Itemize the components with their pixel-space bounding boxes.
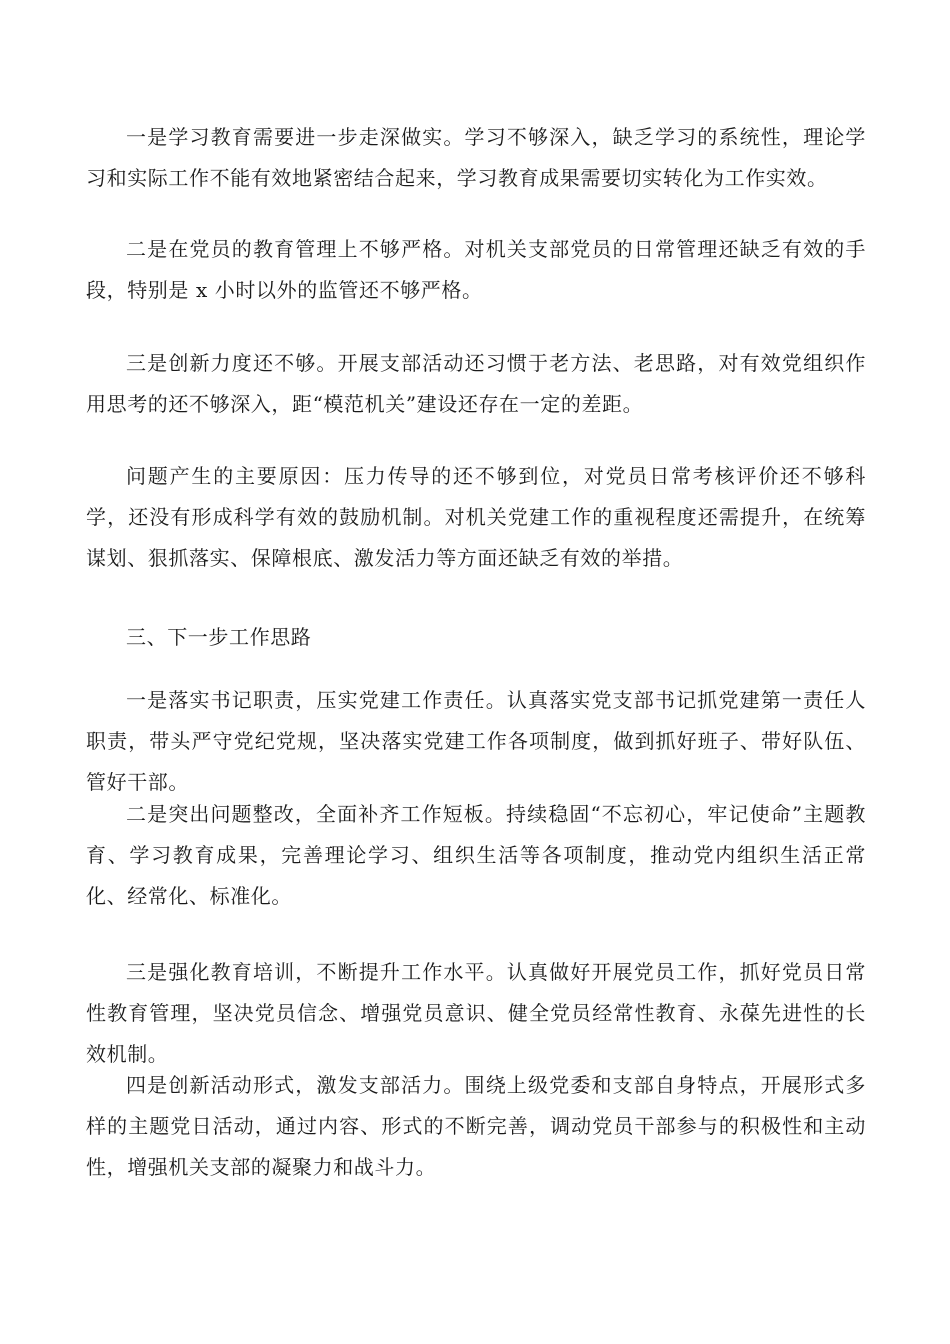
paragraph-secretary-duties: 一是落实书记职责，压实党建工作责任。认真落实党支部书记抓党建第一责任人职责，带头严守党纪党规，坚决落实党建工作各项制度，做到抓好班子、带好队伍、管好干部。 [86,688,866,794]
paragraph-study-education: 一是学习教育需要进一步走深做实。学习不够深入，缺乏学习的系统性，理论学习和实际工作不能有效地紧密结合起来，学习教育成果需要切实转化为工作实效。 [86,125,866,190]
section-heading-next-steps: 三、下一步工作思路 [126,625,312,649]
paragraph-training: 三是强化教育培训，不断提升工作水平。认真做好开展党员工作，抓好党员日常性教育管理，坚决党员信念、增强党员意识、健全党员经常性教育、永葆先进性的长效机制。 [86,960,866,1066]
paragraph-innovation: 三是创新力度还不够。开展支部活动还习惯于老方法、老思路，对有效党组织作用思考的还不够深入，距“模范机关”建设还存在一定的差距。 [86,351,866,416]
paragraph-root-causes: 问题产生的主要原因：压力传导的还不够到位，对党员日常考核评价还不够科学，还没有形成科学有效的鼓励机制。对机关党建工作的重视程度还需提升，在统筹谋划、狠抓落实、保障根底、激发活力等方面还缺乏有效的举措。 [86,464,866,570]
paragraph-activity-innovation: 四是创新活动形式，激发支部活力。围绕上级党委和支部自身特点，开展形式多样的主题党日活动，通过内容、形式的不断完善，调动党员干部参与的积极性和主动性，增强机关支部的凝聚力和战斗力。 [86,1073,866,1179]
paragraph-member-management: 二是在党员的教育管理上不够严格。对机关支部党员的日常管理还缺乏有效的手段，特别是 x 小时以外的监管还不够严格。 [86,237,866,302]
paragraph-rectification: 二是突出问题整改，全面补齐工作短板。持续稳固“不忘初心，牢记使命”主题教育、学习教育成果，完善理论学习、组织生活等各项制度，推动党内组织生活正常化、经常化、标准化。 [86,802,866,908]
